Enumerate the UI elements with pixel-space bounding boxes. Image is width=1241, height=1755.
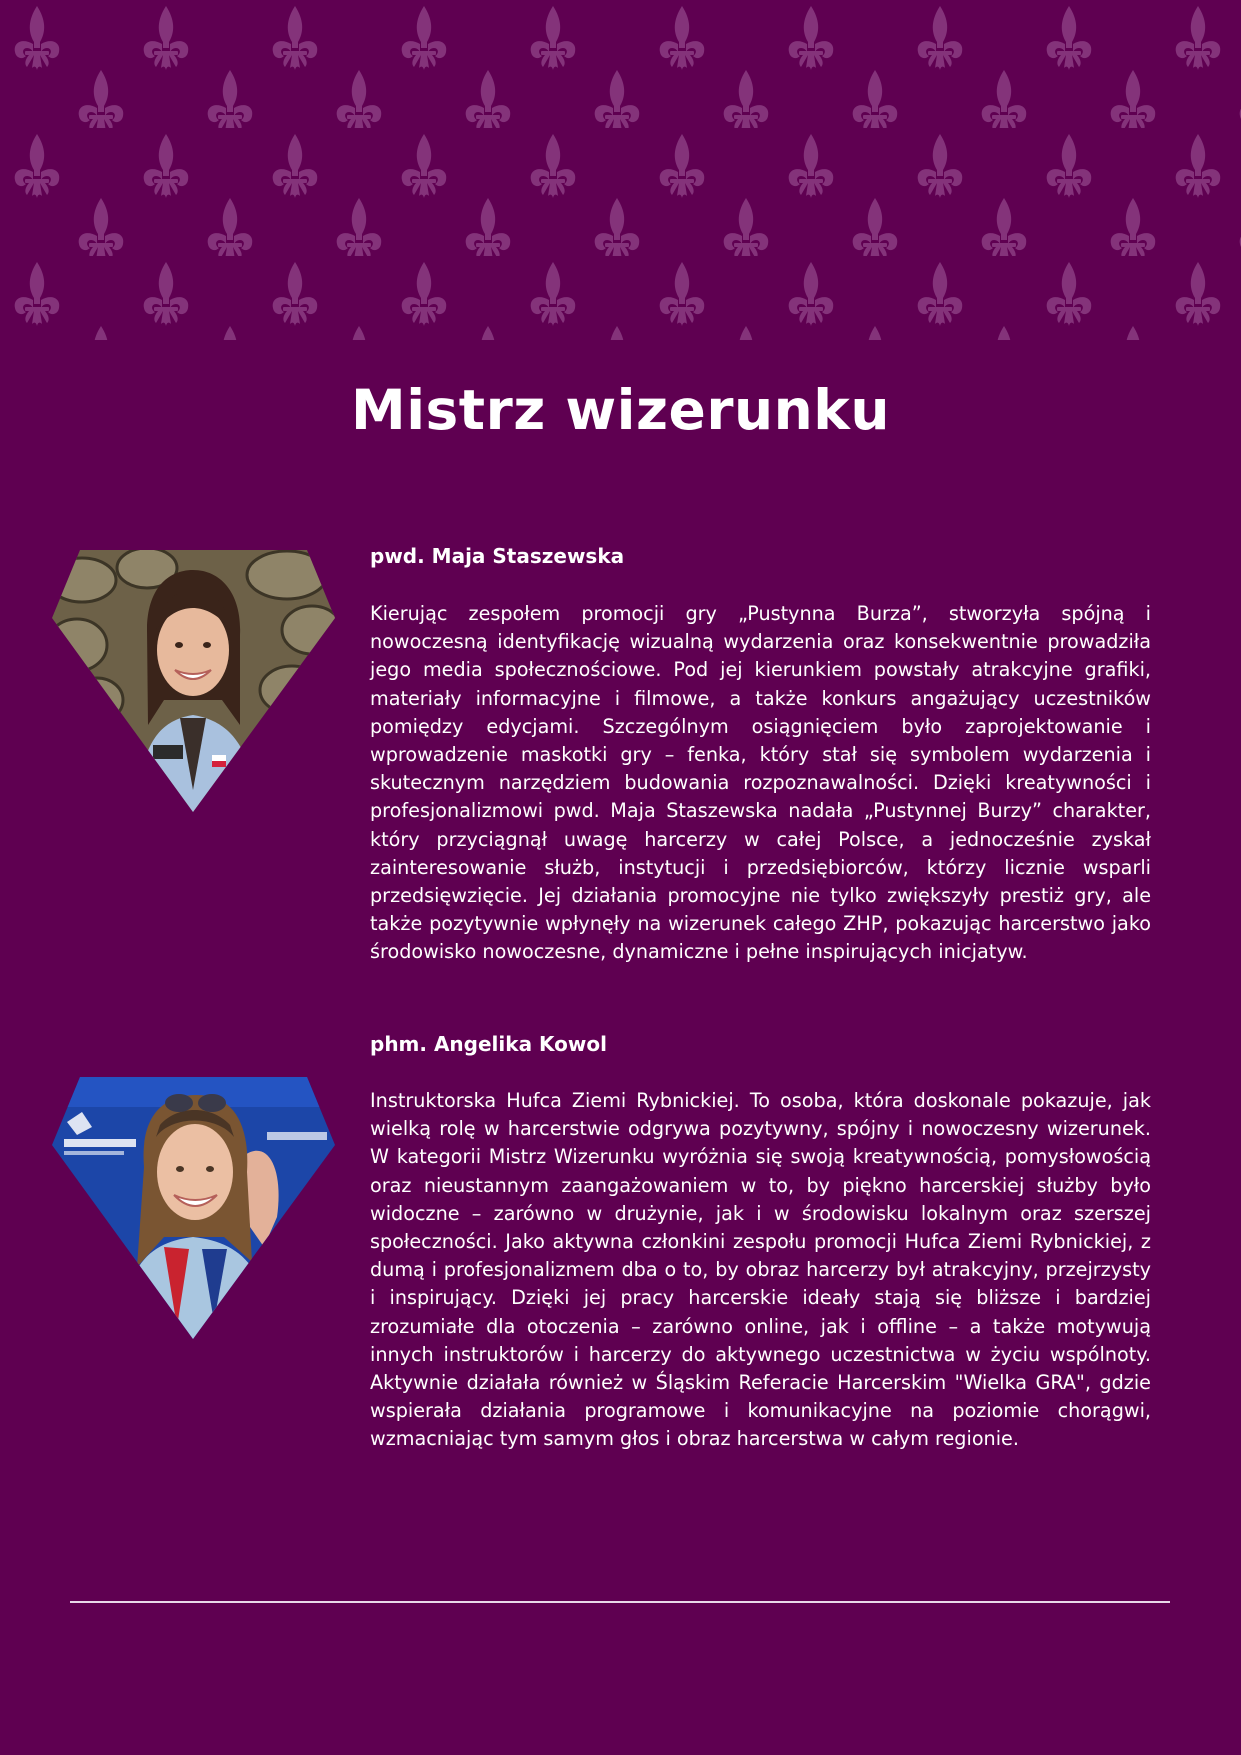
- footer-divider: [70, 1601, 1170, 1603]
- person-name: pwd. Maja Staszewska: [370, 544, 625, 568]
- page-title: Mistrz wizerunku: [350, 378, 891, 442]
- person-bio: Instruktorska Hufca Ziemi Rybnickiej. To osoba, która doskonale pokazuje, jak wielką rolę w harcerstwie odgrywa pozytywny, spójny i nowoczesny wizerunek. W kategorii Mistrz Wizerunku wyróżnia się swoją kreatywnością, pomysłowością oraz nieustannym zaangażowaniem w to, by piękno harcerskiej służby było widoczne – zarówno w drużynie, jak i w środowisku lokalnym oraz szerszej społeczności. Jako aktywna członkini zespołu promocji Hufca Ziemi Rybnickiej, z dumą i profesjonalizmem dba o to, by obraz harcerzy był atrakcyjny, przejrzysty i inspirujący. Dzięki jej pracy harcerskie ideały stają się bliższe i bardziej zrozumiałe dla otoczenia – zarówno online, jak i offline – a także motywują innych instruktorów i harcerzy do aktywnego uczestnictwa w życiu wspólnoty. Aktywnie działała również w Śląskim Referacie Harcerskim "Wielka GRA", gdzie wspierała działania programowe i komunikacyjne na poziomie chorągwi, wzmacniając tym samym głos i obraz harcerstwa w całym regionie.: [370, 1089, 1151, 1451]
- portrait-photo: [52, 1077, 335, 1339]
- fleur-de-lis-pattern: [0, 0, 1241, 340]
- person-name: phm. Angelika Kowol: [370, 1032, 607, 1056]
- portrait-photo: [52, 550, 335, 812]
- person-bio: Kierując zespołem promocji gry „Pustynna Burza”, stworzyła spójną i nowoczesną identyfikację wizualną wydarzenia oraz konsekwentnie prowadziła jego media społecznościowe. Pod jej kierunkiem powstały atrakcyjne grafiki, materiały informacyjne i filmowe, a także konkurs angażujący uczestników pomiędzy edycjami. Szczególnym osiągnięciem było zaprojektowanie i wprowadzenie maskotki gry – fenka, który stał się symbolem wydarzenia i skutecznym narzędziem budowania rozpoznawalności. Dzięki kreatywności i profesjonalizmowi pwd. Maja Staszewska nadała „Pustynnej Burzy” charakter, który przyciągnął uwagę harcerzy w całej Polsce, a jednocześnie zyskał zainteresowanie służb, instytucji i przedsiębiorców, którzy licznie wsparli przedsięwzięcie. Jej działania promocyjne nie tylko zwiększyły prestiż gry, ale także pozytywnie wpłynęły na wizerunek całego ZHP, pokazując harcerstwo jako środowisko nowoczesne, dynamiczne i pełne inspirujących inicjatyw.: [370, 602, 1151, 964]
